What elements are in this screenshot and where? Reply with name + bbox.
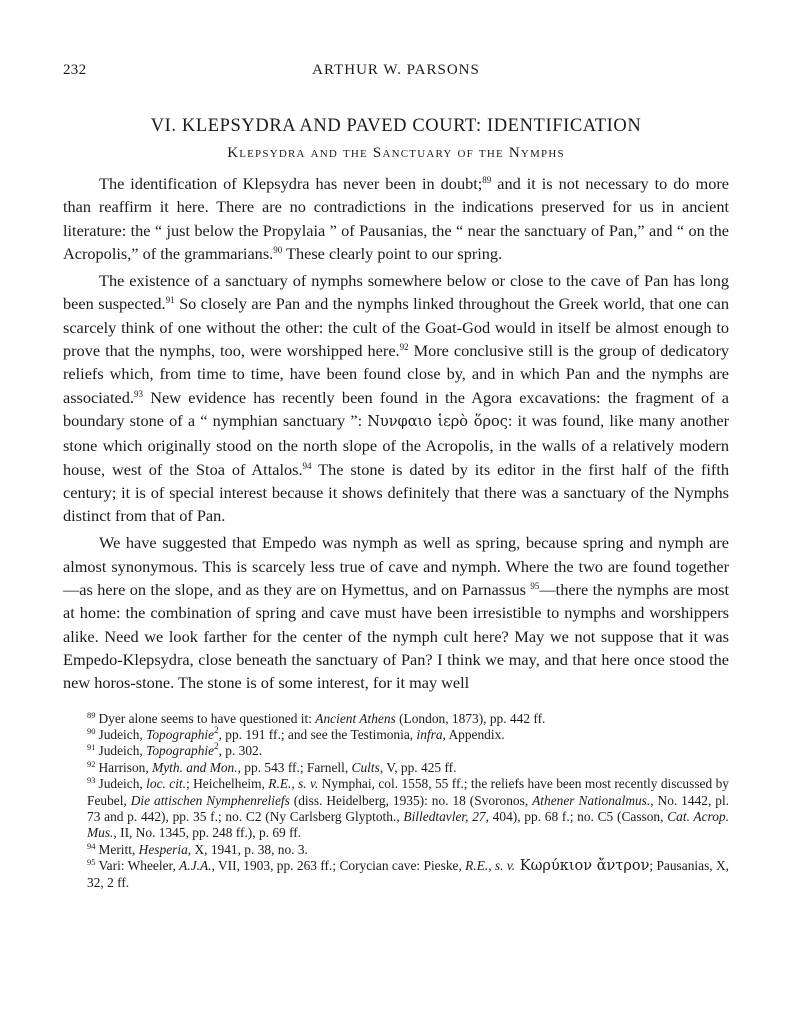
body-text [63,172,729,695]
paragraph-3: We have suggested that Empedo was nymph as well as spring, because spring and nymph are almost synonymous. This is scarcely less true of cave and nymph. Where the two are found together—as here on the slope, and as they are on Hymettus, and on Parnassus $^{95}$—there the nymphs are most at home: the combination of spring and cave must have been irresistible to nymphs and worshippers alike. Need we look farther for the center of the nymph cult here? May we not suppose that it was Empedo-Klepsydra, close beneath the sanctuary of Pan? I think we may, and that here once stood the new horos-stone. The stone is of some interest, for it may well [63,533,729,693]
paragraph-1: The identification of Klepsydra has never been in doubt;$^{89}$ and it is not necessary to do more than reaffirm it here. There are no contradictions in the indications preserved for us in ancient literature: the “ just below the Propylaia ” of Pausanias, the “ near the sanctuary of Pan,” and “ on the Acropolis,” of the grammarians.$^{90}$ These clearly point to our spring. [63,174,729,263]
footnotes [63,711,729,891]
footnote-ref-93: 93 [133,388,143,399]
paragraph-2: The existence of a sanctuary of nymphs somewhere below or close to the cave of Pan has long been suspected.$^{91}$ So closely are Pan and the nymphs linked throughout the Greek world, that one can scarcely think of one without the other: the cult of the Goat-God would in itself be almost enough to prove that the nymphs, too, were worshipped here.$^{92}$ More conclusive still is the group of dedicatory reliefs which, from time to time, have been found close by, and in which Pan and the nymphs are associated.$^{93}$ New evidence has recently been found in the Agora excavations: the fragment of a boundary stone of a “ nymphian sanctuary ”: Νυνφαιο ἱερὸ ὅρος: it was found, like many another stone which originally stood on the north slope of the Acropolis, in the walls of a relatively modern house, west of the Stoa of Attalos.$^{94}$ The stone is dated by its editor in the first half of the fifth century; it is of special interest because it shows definitely that there was a sanctuary of the Nymphs distinct from that of Pan. [63,271,730,526]
footnote-90: $^{90}$ Judeich, Topographie$^2$, pp. 191 ff.; and see the Testimonia, infra, Appendix. [87,724,505,742]
page-header [63,62,729,86]
running-head: ARTHUR W. PARSONS [312,62,480,78]
footnote-ref-89: 89 [482,175,492,185]
footnote-89: $^{89}$ Dyer alone seems to have questioned it: Ancient Athens (London, 1873), pp. 442 ff. [87,709,546,726]
footnote-ref-95: 95 [530,581,540,592]
footnote-ref-94: 94 [302,460,312,471]
greek-term: Κωρύκιον ἄντρον [515,858,650,875]
footnote-ref-90: 90 [273,244,283,255]
page-number: 232 [63,62,87,78]
footnote-ref-92: 92 [399,342,409,353]
footnote-ref-91: 91 [165,295,175,306]
footnote-94: $^{94}$ Meritt, Hesperia, X, 1941, p. 38, no. 3. [87,840,308,857]
footnote-91: $^{91}$ Judeich, Topographie$^2$, p. 302. [87,741,263,759]
section-title: VI. KLEPSYDRA AND PAVED COURT: IDENTIFICATION [150,116,642,136]
footnote-95: $^{95}$ Vari: Wheeler, A.J.A., VII, 1903, pp. 263 ff.; Corycian cave: Pieske, R.E., s. v. Κωρύκιον ἄντρον; Pausanias, X, 32, 2 ff. [87,857,730,890]
footnote-93: $^{93}$ Judeich, loc. cit.; Heichelheim, R.E., s. v. Nymphai, col. 1558, 55 ff.; the reliefs have been most recently discussed by Feubel, Die attischen Nymphenreliefs (diss. Heidelberg, 1935): no. 18 (Svoronos, Athener Nationalmus., No. 1442, pl. 73 and p. 442), pp. 35 f.; no. C2 (Ny Carlsberg Glyptoth., Billedtavler, 27, 404), pp. 68 f.; no. C5 (Casson, Cat. Acrop. Mus., II, No. 1345, pp. 248 ff.), p. 69 ff. [87,775,730,841]
footnote-92: $^{92}$ Harrison, Myth. and Mon., pp. 543 ff.; Farnell, Cults, V, pp. 425 ff. [87,758,457,775]
page [63,62,729,891]
subsection-title: Klepsydra and the Sanctuary of the Nymphs [227,145,565,161]
greek-inscription: Νυνφαιο ἱερὸ ὅρος [367,413,508,430]
